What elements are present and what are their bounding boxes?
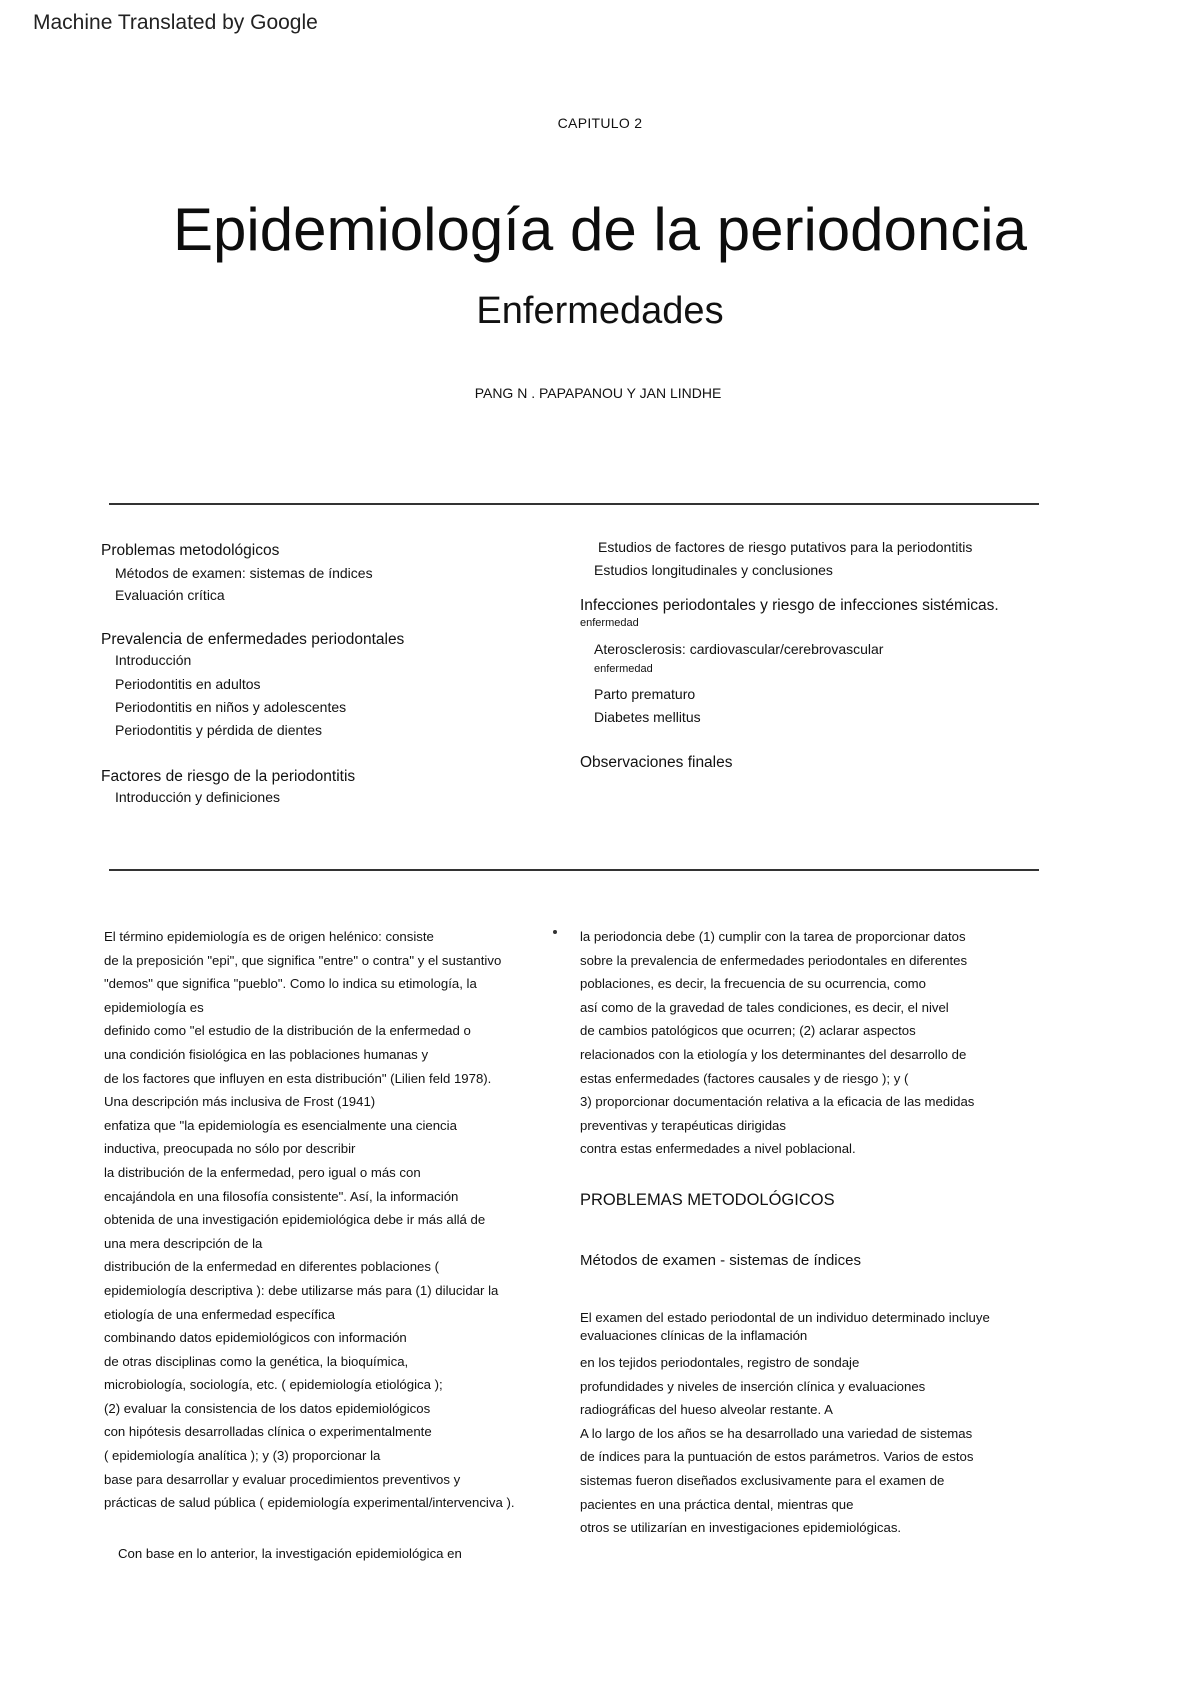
toc-item: Problemas metodológicos <box>101 542 280 559</box>
toc-item: Métodos de examen: sistemas de índices <box>115 565 373 581</box>
body-line: microbiología, sociología, etc. ( epidemiología etiológica ); <box>104 1377 443 1393</box>
body-line: epidemiología descriptiva ): debe utilizarse más para (1) dilucidar la <box>104 1282 499 1298</box>
body-line: inductiva, preocupada no sólo por describir <box>104 1141 356 1157</box>
machine-translation-watermark: Machine Translated by Google <box>33 11 318 34</box>
page-subtitle: Enfermedades <box>476 290 724 332</box>
body-line: profundidades y niveles de inserción clínica y evaluaciones <box>580 1378 926 1394</box>
body-line: una condición fisiológica en las poblaciones humanas y <box>104 1046 429 1062</box>
toc-item: Observaciones finales <box>580 754 733 771</box>
body-line: El examen del estado periodontal de un individuo determinado incluye <box>580 1309 990 1325</box>
body-line: Una descripción más inclusiva de Frost (1941) <box>104 1094 376 1110</box>
table-of-contents-right <box>580 539 999 776</box>
body-line: combinando datos epidemiológicos con información <box>104 1330 407 1346</box>
toc-item: Introducción y definiciones <box>115 789 280 805</box>
authors: PANG N . PAPAPANOU Y JAN LINDHE <box>474 385 722 401</box>
body-line: radiográficas del hueso alveolar restante. A <box>580 1402 833 1418</box>
toc-item: Infecciones periodontales y riesgo de infecciones sistémicas. <box>580 597 999 614</box>
body-line: "demos" que significa "pueblo". Como lo indica su etimología, la <box>104 976 477 992</box>
toc-item: Prevalencia de enfermedades periodontales <box>101 631 405 648</box>
body-column-right <box>580 925 1100 1540</box>
body-line: evaluaciones clínicas de la inflamación <box>580 1327 808 1343</box>
body-column-left <box>104 925 574 1565</box>
body-line: prácticas de salud pública ( epidemiología experimental/intervenciva ). <box>104 1495 515 1511</box>
subsection-heading: Métodos de examen - sistemas de índices <box>580 1251 861 1269</box>
body-line: El término epidemiología es de origen helénico: consiste <box>104 929 434 944</box>
body-line: estas enfermedades (factores causales y de riesgo ); y ( <box>580 1070 909 1086</box>
toc-item: Periodontitis en adultos <box>115 676 261 692</box>
body-line: distribución de la enfermedad en diferentes poblaciones ( <box>104 1259 440 1275</box>
body-line: de los factores que influyen en esta distribución" (Lilien feld 1978). <box>104 1070 492 1086</box>
toc-item: Aterosclerosis: cardiovascular/cerebrovascular <box>594 641 884 657</box>
body-line: en los tejidos periodontales, registro de sondaje <box>580 1354 860 1370</box>
body-line: encajándola en una filosofía consistente". Así, la información <box>104 1188 459 1204</box>
body-line: epidemiología es <box>104 999 204 1015</box>
body-line: sistemas fueron diseñados exclusivamente para el examen de <box>580 1472 945 1488</box>
body-line: la periodoncia debe (1) cumplir con la tarea de proporcionar datos <box>580 929 966 944</box>
body-line: de índices para la puntuación de estos parámetros. Varios de estos <box>580 1449 974 1465</box>
toc-item: Estudios longitudinales y conclusiones <box>594 562 833 578</box>
toc-item: Diabetes mellitus <box>594 709 701 725</box>
page-title: Epidemiología de la periodoncia <box>173 196 1027 263</box>
body-line: así como de la gravedad de tales condiciones, es decir, el nivel <box>580 999 949 1015</box>
body-line: contra estas enfermedades a nivel poblacional. <box>580 1141 856 1157</box>
chapter-label: CAPITULO 2 <box>557 115 643 131</box>
body-line: con hipótesis desarrolladas clínica o experimentalmente <box>104 1424 432 1440</box>
section-heading: PROBLEMAS METODOLÓGICOS <box>580 1190 835 1209</box>
body-line: de cambios patológicos que ocurren; (2) aclarar aspectos <box>580 1023 916 1039</box>
body-line: relacionados con la etiología y los determinantes del desarrollo de <box>580 1046 967 1062</box>
body-line: A lo largo de los años se ha desarrollado una variedad de sistemas <box>580 1425 973 1441</box>
body-line: la distribución de la enfermedad, pero igual o más con <box>104 1164 421 1180</box>
toc-item: Introducción <box>115 652 192 668</box>
body-line: pacientes en una práctica dental, mientras que <box>580 1496 854 1512</box>
body-line: definido como "el estudio de la distribución de la enfermedad o <box>104 1023 471 1039</box>
body-line: (2) evaluar la consistencia de los datos epidemiológicos <box>104 1400 431 1416</box>
toc-item: Evaluación crítica <box>115 587 225 603</box>
top-divider <box>109 503 1039 505</box>
toc-item: Estudios de factores de riesgo putativos para la periodontitis <box>598 539 973 555</box>
body-line: Con base en lo anterior, la investigación epidemiológica en <box>118 1545 462 1561</box>
body-line: ( epidemiología analítica ); y (3) proporcionar la <box>104 1448 381 1464</box>
toc-item: enfermedad <box>594 663 653 675</box>
body-line: otros se utilizarían en investigaciones epidemiológicas. <box>580 1520 902 1536</box>
body-line: base para desarrollar y evaluar procedimientos preventivos y <box>104 1471 461 1487</box>
body-line: 3) proporcionar documentación relativa a la eficacia de las medidas <box>580 1094 975 1110</box>
body-line: sobre la prevalencia de enfermedades periodontales en diferentes <box>580 952 968 968</box>
body-line: obtenida de una investigación epidemiológica debe ir más allá de <box>104 1212 486 1228</box>
body-line: etiología de una enfermedad específica <box>104 1306 335 1322</box>
body-line: preventivas y terapéuticas dirigidas <box>580 1117 786 1133</box>
body-line: de otras disciplinas como la genética, la bioquímica, <box>104 1353 409 1369</box>
toc-item: Factores de riesgo de la periodontitis <box>101 768 356 785</box>
toc-item: Periodontitis y pérdida de dientes <box>115 722 323 738</box>
toc-item: Parto prematuro <box>594 686 696 702</box>
body-line: de la preposición "epi", que significa "entre" o contra" y el sustantivo <box>104 952 502 968</box>
body-line: enfatiza que "la epidemiología es esencialmente una ciencia <box>104 1117 457 1133</box>
toc-item: Periodontitis en niños y adolescentes <box>115 699 347 715</box>
body-line: una mera descripción de la <box>104 1235 263 1251</box>
bottom-divider <box>109 869 1039 871</box>
table-of-contents-left <box>101 542 404 811</box>
body-line: poblaciones, es decir, la frecuencia de su ocurrencia, como <box>580 976 926 992</box>
toc-item: enfermedad <box>580 617 639 629</box>
